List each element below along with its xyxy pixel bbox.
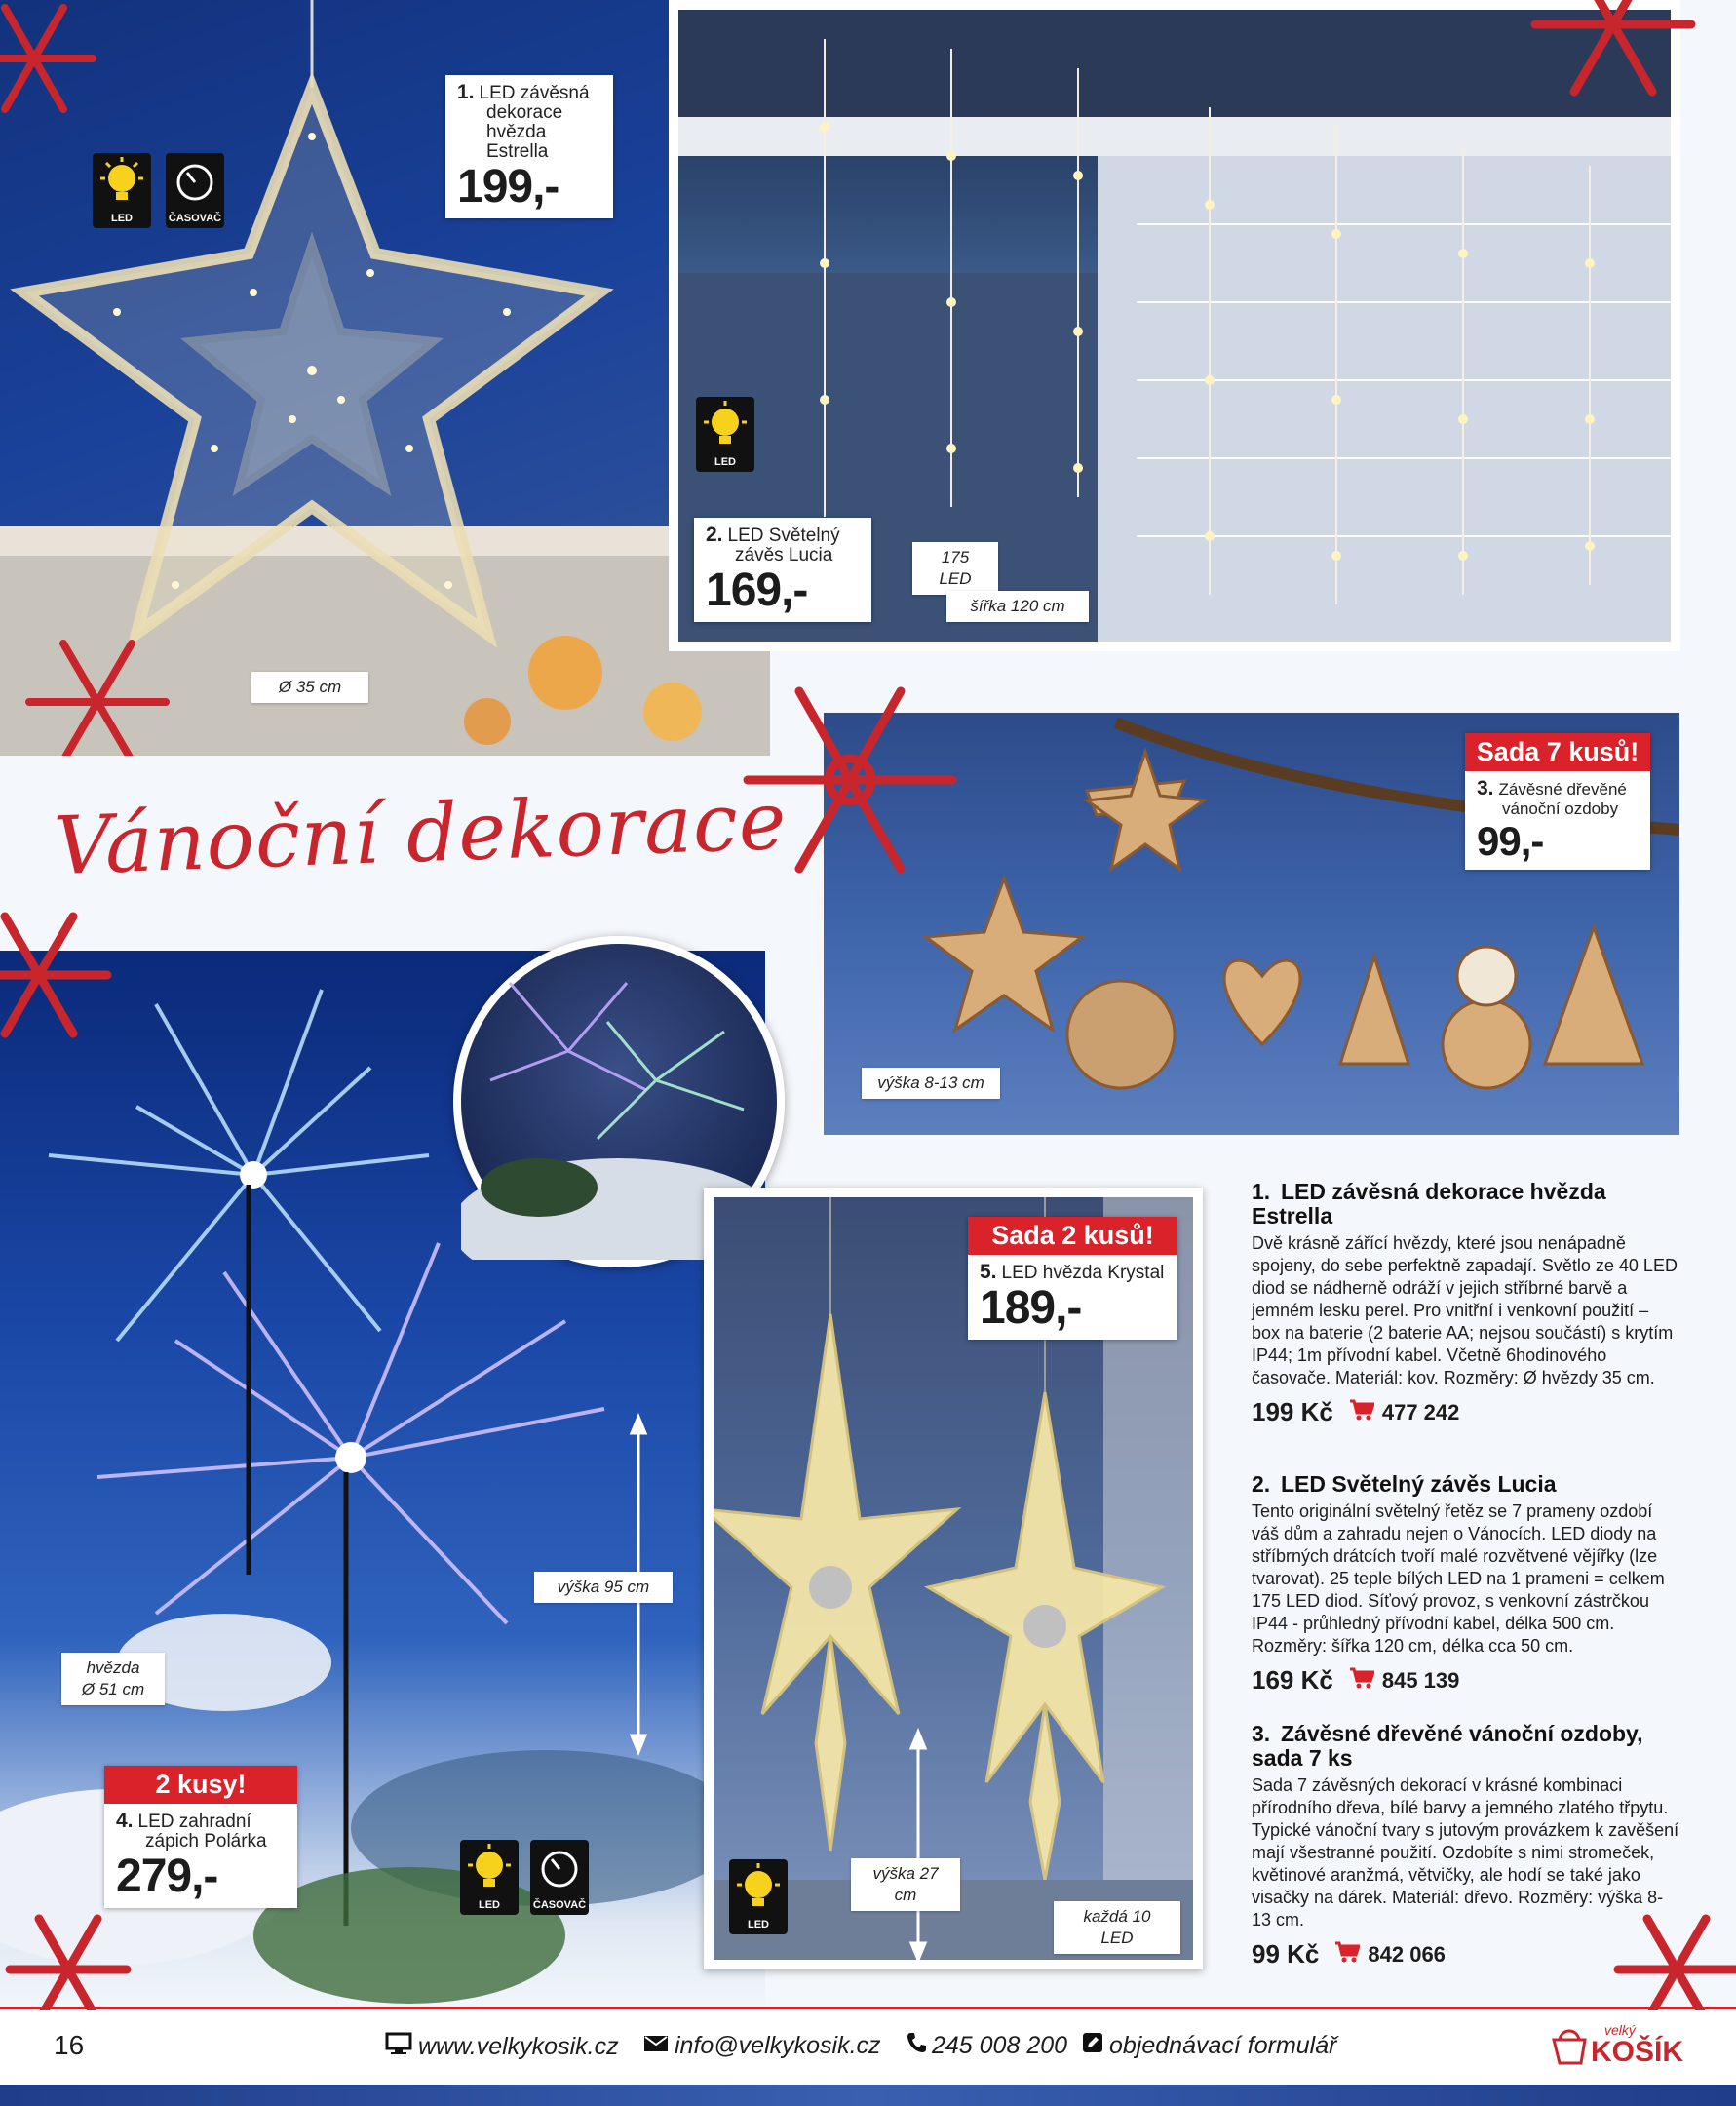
timer-icon	[166, 153, 224, 228]
price-tag-5	[968, 1217, 1177, 1340]
product-price: 199 Kč	[1252, 1397, 1333, 1426]
price-tag-2	[694, 518, 871, 622]
tag-banner: Sada 2 kusů!	[968, 1217, 1177, 1255]
phone-link[interactable]	[907, 2032, 1067, 2060]
tag-number: 3.	[1477, 777, 1494, 800]
product-number: 2.	[1252, 1471, 1271, 1497]
photo-star-estrella	[0, 0, 770, 756]
order-form-link[interactable]	[1082, 2032, 1336, 2060]
footer-divider	[0, 2007, 1736, 2009]
dim-led-count: 175 LED	[912, 542, 998, 595]
dim-polarka-star	[61, 1653, 165, 1705]
price-tag-1	[445, 75, 613, 218]
email-link[interactable]	[643, 2032, 881, 2060]
led-icon-label: LED	[748, 1919, 769, 1930]
velky-kosik-logo[interactable]	[1550, 2022, 1684, 2071]
dim-line: Ø 51 cm	[81, 1680, 145, 1698]
led-icon	[729, 1859, 788, 1934]
product-code: 842 066	[1368, 1941, 1446, 1967]
product-price-line	[1252, 1397, 1680, 1427]
product-text: Dvě krásně zářící hvězdy, které jsou nenápadně spojeny, do sebe perfektně zapadají. Světlo ze 40 LED diod se nádherně odráží v jejich stříbrné barvě a jemném lesku perel. Pro vnitřní i venkovní použití – box na baterie (2 baterie AA; nejsou součástí) s krytím IP44; 1m přívodní kabel. Včetně 6hodinového časovače. Materiál: kov. Rozměry: Ø hvězdy 35 cm.	[1252, 1233, 1678, 1387]
product-text: Tento originální světelný řetěz se 7 prameny ozdobí váš dům a zahradu nejen o Vánocích. LED diody na stříbrných drátcích tvoří malé rozvětvené vějířky (lze tvarovat). 25 teple bílých LED na 1 prameni = celkem 175 LED diod. Síťový provoz, s venkovní zástrčkou IP44 - průhledný přívodní kabel, délka 500 cm. Rozměry: šířka 120 cm, délka cca 50 cm.	[1252, 1502, 1665, 1656]
phone-text: 245 008 200	[932, 2032, 1068, 2059]
tag-price: 279,-	[116, 1851, 218, 1902]
logo-text: KOŠÍK	[1591, 2036, 1684, 2068]
product-name: Závěsné dřevěné vánoční ozdoby, sada 7 ks	[1252, 1721, 1643, 1771]
product-number: 3.	[1252, 1721, 1271, 1746]
dim-ornament-height: výška 8-13 cm	[862, 1068, 1000, 1099]
tag-number: 1.	[457, 81, 475, 103]
tag-number: 4.	[116, 1810, 134, 1832]
product-title	[1252, 1722, 1680, 1771]
tag-line: Závěsné dřevěné	[1498, 780, 1627, 799]
product-desc-3	[1252, 1722, 1680, 1970]
product-price: 99 Kč	[1252, 1939, 1320, 1969]
timer-icon-label: ČASOVAČ	[168, 213, 222, 224]
dim-krystal-height: výška 27 cm	[851, 1858, 960, 1911]
dim-curtain-width: šířka 120 cm	[946, 591, 1089, 622]
tag-price: 199,-	[457, 161, 559, 213]
tag-price: 99,-	[1477, 818, 1544, 864]
tag-number: 5.	[980, 1261, 997, 1283]
product-name: LED závěsná dekorace hvězda Estrella	[1252, 1179, 1606, 1228]
tag-line: LED hvězda Krystal	[1001, 1263, 1165, 1283]
product-price: 169 Kč	[1252, 1665, 1333, 1695]
tag-line: Estrella	[486, 141, 549, 162]
dim-polarka-height: výška 95 cm	[534, 1572, 673, 1603]
phone-icon	[907, 2032, 926, 2060]
product-title	[1252, 1472, 1680, 1497]
dim-star-diameter: Ø 35 cm	[251, 672, 368, 703]
tag-line: LED závěsná	[479, 83, 590, 103]
tag-line: závěs Lucia	[735, 545, 833, 566]
page-title: Vánoční dekorace	[52, 774, 789, 894]
tag-number: 2.	[706, 524, 723, 546]
page-number: 16	[54, 2030, 85, 2060]
envelope-icon	[643, 2032, 669, 2060]
product-code: 845 139	[1381, 1667, 1460, 1693]
edit-form-icon	[1082, 2032, 1103, 2060]
tag-line: LED Světelný	[727, 526, 840, 546]
order-form-text: objednávací formulář	[1109, 2032, 1337, 2059]
led-icon	[696, 397, 754, 472]
timer-icon	[530, 1840, 589, 1915]
website-link[interactable]	[385, 2032, 619, 2062]
tag-line: hvězda	[486, 122, 547, 142]
product-desc-2	[1252, 1472, 1680, 1696]
price-tag-4	[104, 1766, 297, 1908]
product-price-line	[1252, 1665, 1680, 1696]
cart-icon	[1349, 1665, 1374, 1696]
tag-banner: Sada 7 kusů!	[1465, 733, 1650, 771]
website-text: www.velkykosik.cz	[418, 2033, 619, 2060]
cart-icon	[1334, 1939, 1360, 1970]
led-icon-label: LED	[714, 456, 736, 468]
footer	[0, 2010, 1736, 2085]
product-desc-1	[1252, 1180, 1680, 1427]
product-name: LED Světelný závěs Lucia	[1281, 1471, 1557, 1497]
led-icon	[460, 1840, 519, 1915]
product-text: Sada 7 závěsných dekorací v krásné kombinaci přírodního dřeva, bílé barvy a jemného zlatého třpytu. Typické vánoční tvary s jutovým provázkem k zavěšení mají všestranné použití. Ozdobíte s nimi stromeček, květinové aranžmá, větvičky, ale hodí se také jako visačky na dárek. Materiál: dřevo. Rozměry: výška 8-13 cm.	[1252, 1775, 1679, 1930]
product-number: 1.	[1252, 1179, 1271, 1204]
star-estrella-graphic	[0, 0, 770, 756]
tag-line: dekorace	[486, 102, 563, 123]
led-icon-label: LED	[479, 1899, 500, 1911]
tag-price: 189,-	[980, 1282, 1082, 1334]
led-icon	[93, 153, 151, 228]
logo-small-text: velký	[1604, 2022, 1636, 2038]
dim-krystal-led: každá 10 LED	[1054, 1901, 1180, 1954]
monitor-icon	[385, 2032, 412, 2062]
product-title	[1252, 1180, 1680, 1228]
led-icon-label: LED	[111, 213, 133, 224]
tag-line: vánoční ozdoby	[1502, 800, 1619, 818]
tag-line: LED zahradní	[137, 1812, 251, 1832]
tag-price: 169,-	[706, 565, 808, 616]
product-price-line	[1252, 1939, 1680, 1970]
email-text: info@velkykosik.cz	[675, 2032, 881, 2059]
product-code: 477 242	[1381, 1399, 1460, 1424]
tag-line: zápich Polárka	[145, 1831, 267, 1852]
cart-icon	[1349, 1397, 1374, 1427]
price-tag-3	[1465, 733, 1650, 870]
timer-icon-label: ČASOVAČ	[532, 1899, 587, 1911]
dim-line: hvězda	[86, 1658, 140, 1677]
tag-banner: 2 kusy!	[104, 1766, 297, 1804]
bottom-photo-strip	[0, 2085, 1736, 2106]
